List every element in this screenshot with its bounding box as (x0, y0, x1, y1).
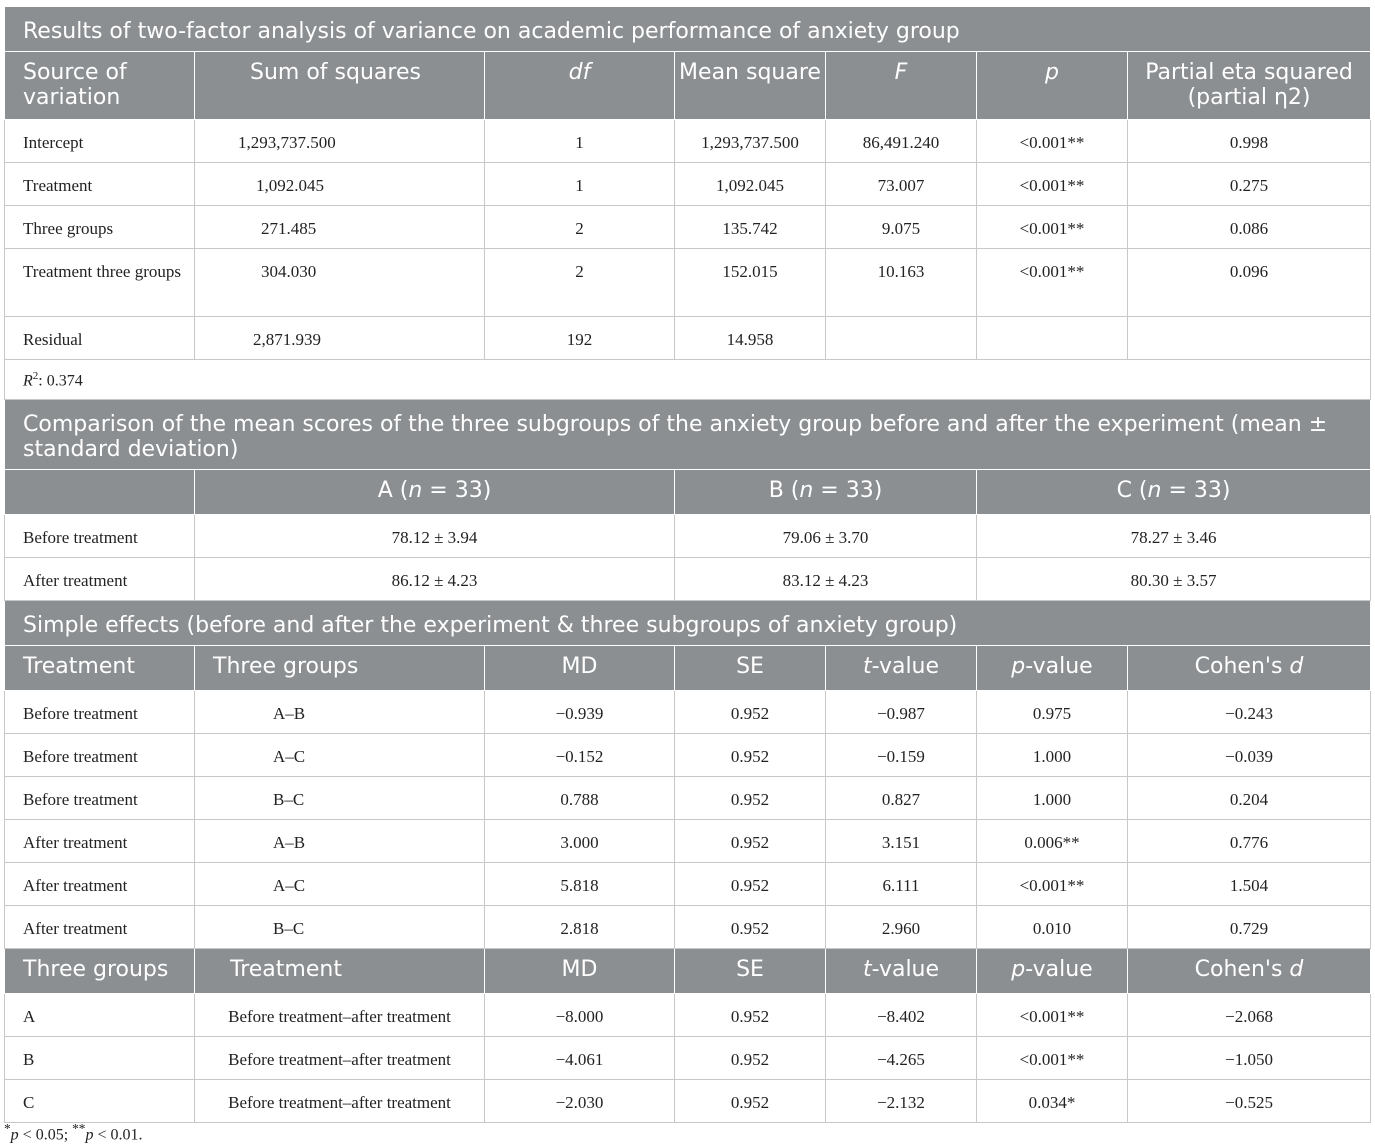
cell: 0.952 (675, 863, 826, 906)
cell: 3.000 (485, 820, 675, 863)
cell: 2.818 (485, 906, 675, 949)
header-italic: p (1011, 957, 1026, 982)
table-row (5, 734, 1371, 777)
row-label: After treatment (5, 906, 195, 949)
cell: 1,092.045 (675, 163, 826, 206)
cell: −0.039 (1128, 734, 1371, 777)
cell: 0.096 (1128, 249, 1371, 317)
row-label: After treatment (5, 863, 195, 906)
header-t-value (826, 646, 977, 691)
header-text: C ( (1116, 478, 1148, 503)
comparison-title: Comparison of the mean scores of the three subgroups of the anxiety group before and after the experiment (mean ± standard deviation) (5, 400, 1371, 470)
header-n: n (799, 478, 814, 503)
header-group-c (977, 470, 1371, 515)
cell: 78.12 ± 3.94 (195, 515, 675, 558)
cell: 3.151 (826, 820, 977, 863)
cell: 2,871.939 (195, 317, 485, 360)
cell: 0.952 (675, 1037, 826, 1080)
anova-title-row (5, 7, 1371, 52)
cell: 0.729 (1128, 906, 1371, 949)
cell: 0.952 (675, 1080, 826, 1123)
table-row (5, 691, 1371, 734)
cell: 0.204 (1128, 777, 1371, 820)
row-label: After treatment (5, 558, 195, 601)
header-text: -value (871, 957, 940, 982)
header-three-groups: Three groups (195, 646, 485, 691)
cell: 0.952 (675, 777, 826, 820)
cell: A–B (195, 691, 485, 734)
footnote-text: < 0.05; (18, 1126, 73, 1144)
header-text: Cohen's (1194, 957, 1290, 982)
r-superscript: 2 (32, 370, 39, 382)
header-text: -value (1025, 957, 1093, 982)
cell: 0.034* (977, 1080, 1128, 1123)
header-f: F (826, 52, 977, 120)
table-row (5, 906, 1371, 949)
row-label: Intercept (5, 120, 195, 163)
cell: 1,092.045 (195, 163, 485, 206)
header-text: -value (871, 654, 940, 679)
cell: 0.975 (977, 691, 1128, 734)
cell: 9.075 (826, 206, 977, 249)
header-text: = 33) (813, 478, 883, 503)
cell: 2 (485, 206, 675, 249)
header-text: = 33) (1161, 478, 1231, 503)
header-group-a (195, 470, 675, 515)
cell: 0.006** (977, 820, 1128, 863)
header-text: = 33) (422, 478, 492, 503)
cell: <0.001** (977, 863, 1128, 906)
cell: 2.960 (826, 906, 977, 949)
table-row (5, 863, 1371, 906)
cell: 0.952 (675, 734, 826, 777)
table-row (5, 317, 1371, 360)
cell: 83.12 ± 4.23 (675, 558, 977, 601)
statistics-table-panel (4, 6, 1370, 1123)
cell: <0.001** (977, 994, 1128, 1037)
cell: 0.952 (675, 994, 826, 1037)
header-cohens-d (1128, 949, 1371, 994)
cell: 10.163 (826, 249, 977, 317)
header-text: Cohen's (1194, 654, 1290, 679)
footnote-star: * (4, 1121, 11, 1136)
header-p-value (977, 646, 1128, 691)
table-row (5, 249, 1371, 317)
cell: 14.958 (675, 317, 826, 360)
table-row (5, 515, 1371, 558)
table-row (5, 777, 1371, 820)
cell: −2.030 (485, 1080, 675, 1123)
cell: A–C (195, 863, 485, 906)
row-label: Before treatment (5, 691, 195, 734)
cell: 0.086 (1128, 206, 1371, 249)
cell: 1,293,737.500 (675, 120, 826, 163)
cell: B–C (195, 777, 485, 820)
row-label: Three groups (5, 206, 195, 249)
cell: 86.12 ± 4.23 (195, 558, 675, 601)
cell (826, 317, 977, 360)
cell: 304.030 (195, 249, 485, 317)
cell: Before treatment–after treatment (195, 994, 485, 1037)
cell: 0.952 (675, 691, 826, 734)
header-n: n (408, 478, 423, 503)
row-label: Before treatment (5, 515, 195, 558)
header-md: MD (485, 949, 675, 994)
cell: 152.015 (675, 249, 826, 317)
header-t-value (826, 949, 977, 994)
anova-header-row (5, 52, 1371, 120)
simple-effects-title: Simple effects (before and after the experiment & three subgroups of anxiety group) (5, 601, 1371, 646)
table-row (5, 820, 1371, 863)
row-label: After treatment (5, 820, 195, 863)
header-treatment: Treatment (5, 646, 195, 691)
row-label: A (5, 994, 195, 1037)
cell: −2.068 (1128, 994, 1371, 1037)
cell: Before treatment–after treatment (195, 1080, 485, 1123)
header-empty (5, 470, 195, 515)
results-table (4, 6, 1371, 1123)
header-text: -value (1025, 654, 1093, 679)
cell: 0.998 (1128, 120, 1371, 163)
cell: −0.939 (485, 691, 675, 734)
cell: 0.776 (1128, 820, 1371, 863)
header-treatment: Treatment (195, 949, 485, 994)
header-italic: p (1011, 654, 1026, 679)
footnote-text: < 0.01. (93, 1126, 143, 1144)
header-text: A ( (377, 478, 409, 503)
header-n: n (1147, 478, 1162, 503)
anova-title: Results of two-factor analysis of variance on academic performance of anxiety group (5, 7, 1371, 52)
cell: 6.111 (826, 863, 977, 906)
table-row (5, 163, 1371, 206)
cell: −2.132 (826, 1080, 977, 1123)
row-label: Before treatment (5, 777, 195, 820)
cell: 0.952 (675, 906, 826, 949)
table-row (5, 206, 1371, 249)
table-row (5, 120, 1371, 163)
footnote-p: p (85, 1126, 94, 1144)
cell: 1.000 (977, 777, 1128, 820)
r-label: R (23, 372, 33, 390)
header-se: SE (675, 646, 826, 691)
cell: −0.159 (826, 734, 977, 777)
cell: 135.742 (675, 206, 826, 249)
cell: <0.001** (977, 249, 1128, 317)
row-label: Treatment three groups (5, 249, 195, 317)
cell: −4.061 (485, 1037, 675, 1080)
table-row (5, 558, 1371, 601)
cell: 271.485 (195, 206, 485, 249)
cell: <0.001** (977, 163, 1128, 206)
cell: 192 (485, 317, 675, 360)
cell: 0.827 (826, 777, 977, 820)
cell: 0.010 (977, 906, 1128, 949)
comparison-title-row (5, 400, 1371, 470)
cell: −0.152 (485, 734, 675, 777)
cell: 79.06 ± 3.70 (675, 515, 977, 558)
header-italic: d (1289, 957, 1304, 982)
simple-effects-title-row (5, 601, 1371, 646)
cell: −1.050 (1128, 1037, 1371, 1080)
cell: B–C (195, 906, 485, 949)
footnote (4, 1121, 143, 1144)
cell: −0.243 (1128, 691, 1371, 734)
r-squared-row (5, 360, 1371, 400)
header-df: df (485, 52, 675, 120)
cell: A–C (195, 734, 485, 777)
cell (977, 317, 1128, 360)
cell: 1.000 (977, 734, 1128, 777)
row-label: B (5, 1037, 195, 1080)
header-sum-of-squares: Sum of squares (195, 52, 485, 120)
row-label: Before treatment (5, 734, 195, 777)
header-md: MD (485, 646, 675, 691)
header-cohens-d (1128, 646, 1371, 691)
row-label: C (5, 1080, 195, 1123)
cell: 1 (485, 120, 675, 163)
cell: A–B (195, 820, 485, 863)
header-italic: d (1289, 654, 1304, 679)
cell: 80.30 ± 3.57 (977, 558, 1371, 601)
cell (1128, 317, 1371, 360)
simple-effects-header-row (5, 646, 1371, 691)
header-p: p (977, 52, 1128, 120)
header-p-value (977, 949, 1128, 994)
row-label: Residual (5, 317, 195, 360)
cell: 73.007 (826, 163, 977, 206)
footnote-star: ** (72, 1121, 86, 1136)
cell: 1 (485, 163, 675, 206)
table-row (5, 994, 1371, 1037)
table-row (5, 1037, 1371, 1080)
cell: 78.27 ± 3.46 (977, 515, 1371, 558)
header-source: Source of variation (5, 52, 195, 120)
cell: 0.788 (485, 777, 675, 820)
cell: −4.265 (826, 1037, 977, 1080)
header-se: SE (675, 949, 826, 994)
header-italic: t (862, 957, 872, 982)
cell: Before treatment–after treatment (195, 1037, 485, 1080)
cell: −0.525 (1128, 1080, 1371, 1123)
cell: <0.001** (977, 1037, 1128, 1080)
header-mean-square: Mean square (675, 52, 826, 120)
cell: 0.952 (675, 820, 826, 863)
header-group-b (675, 470, 977, 515)
cell: 2 (485, 249, 675, 317)
header-partial-eta: Partial eta squared (partial η2) (1128, 52, 1371, 120)
cell: −0.987 (826, 691, 977, 734)
table-row (5, 1080, 1371, 1123)
cell: 5.818 (485, 863, 675, 906)
cell: <0.001** (977, 206, 1128, 249)
cell: −8.000 (485, 994, 675, 1037)
cell: <0.001** (977, 120, 1128, 163)
group-effects-header-row (5, 949, 1371, 994)
comparison-header-row (5, 470, 1371, 515)
cell: 86,491.240 (826, 120, 977, 163)
r-squared-value: : 0.374 (38, 372, 83, 390)
header-three-groups: Three groups (5, 949, 195, 994)
cell: 1,293,737.500 (195, 120, 485, 163)
r-squared-note (5, 360, 1371, 400)
cell: 0.275 (1128, 163, 1371, 206)
footnote-p: p (10, 1126, 19, 1144)
header-text: B ( (768, 478, 800, 503)
cell: −8.402 (826, 994, 977, 1037)
row-label: Treatment (5, 163, 195, 206)
header-italic: t (862, 654, 872, 679)
cell: 1.504 (1128, 863, 1371, 906)
